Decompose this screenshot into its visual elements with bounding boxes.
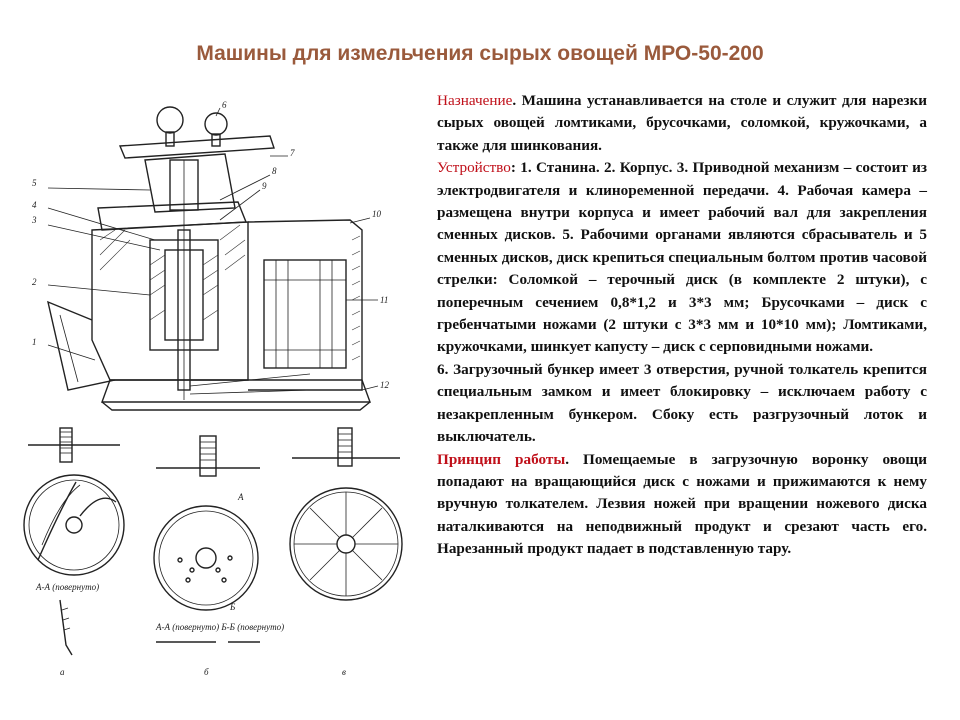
paragraph-purpose: Назначение. Машина устанавливается на столе и служит для нарезки сырых овощей ломтиками, брусочками, соломкой, кружочками, а также для шинкования. (437, 92, 927, 154)
body-hopper: 6. Загрузочный бункер имеет 3 отверстия, ручной толкатель крепится специальным замком и имеет блокировку – исключаем работу с незакрепленным бункером. Сбоку есть разгрузочный лоток и выключатель. (437, 360, 927, 446)
fig-b: б (204, 667, 209, 677)
callout-8: 8 (272, 166, 277, 176)
callout-4: 4 (32, 200, 37, 210)
section-aa-bb: А-А (повернуто) Б-Б (повернуто) (156, 622, 285, 632)
disk-v-drawing (290, 428, 402, 677)
callout-12: 12 (380, 380, 389, 390)
callout-1: 1 (32, 337, 37, 347)
slide-title: Машины для измельчения сырых овощей МРО-50-200 (196, 42, 764, 65)
callout-11: 11 (380, 295, 389, 305)
machine-section-view (31, 100, 390, 410)
body-principle: Помещаемые в загрузочную воронку овощи попадают на вращающийся диск с ножами и прижимаются к нему вручную толкателем. Лезвия ножей при вращении ножевого диска наталкиваются на неподвижный продукт и срезают часть его. Нарезанный продукт падает в подставленную тару. (437, 450, 927, 558)
section-aa-left: А-А (повернуто) (36, 582, 100, 592)
callout-6: 6 (222, 100, 227, 110)
callout-10: 10 (372, 209, 381, 219)
callout-3: 3 (32, 215, 37, 225)
callout-5: 5 (32, 178, 37, 188)
disk-a-drawing (24, 428, 124, 677)
body-device: 1. Станина. 2. Корпус. 3. Приводной механизм – состоит из электродвигателя и клиноременной передачи. 4. Рабочая камера – размещена внутри корпуса и имеет рабочий вал для закрепления сменных дисков. 5. Рабочими органами являются сбрасыватель и 5 сменных дисков, диск крепиться специальным болтом против часовой стрелки: Соломкой – терочный диск (в комплекте 2 штуки), с поперечным сечением 0,8*1,2 и 3*3 мм; Брусочками – диск с гребенчатыми ножами (2 штуки с 3*3 мм и 10*10 мм); Ломтиками, кружочками, шинкует капусту – диск с серповидными ножами. (437, 159, 927, 356)
lead-principle: Принцип работы (437, 450, 566, 468)
callout-9: 9 (262, 181, 267, 191)
fig-a: а (60, 667, 65, 677)
paragraph-principle: Принцип работы. Помещаемые в загрузочную воронку овощи попадают на вращающийся диск с ножами и прижимаются к нему вручную толкателем. Лезвия ножей при вращении ножевого диска наталкиваются на неподвижный продукт и срезают часть его. Нарезанный продукт падает в подставленную тару. (437, 450, 927, 558)
description-text (437, 90, 927, 561)
lead-device: Устройство (437, 159, 511, 177)
mark-a: А (238, 492, 244, 502)
body-purpose: Машина устанавливается на столе и служит для нарезки сырых овощей ломтиками, брусочками, соломкой, кружочками, а также для шинкования. (437, 92, 927, 154)
paragraph-device: Устройство: 1. Станина. 2. Корпус. 3. Приводной механизм – состоит из электродвигателя и клиноременной передачи. 4. Рабочая камера – размещена внутри корпуса и имеет рабочий вал для закрепления сменных дисков. 5. Рабочими органами являются сбрасыватель и 5 сменных дисков, диск крепиться специальным болтом против часовой стрелки: Соломкой – терочный диск (в комплекте 2 штуки), с поперечным сечением 0,8*1,2 и 3*3 мм; Брусочками – диск с гребенчатыми ножами (2 штуки с 3*3 мм и 10*10 мм); Ломтиками, кружочками, шинкует капусту – диск с серповидными ножами. (437, 159, 927, 356)
lead-purpose: Назначение (437, 92, 513, 109)
callout-7: 7 (290, 148, 295, 158)
mark-b: Б (230, 602, 236, 612)
paragraph-hopper (437, 359, 927, 449)
callout-2: 2 (32, 277, 37, 287)
disk-b-drawing (154, 436, 284, 677)
machine-technical-drawing (20, 90, 420, 690)
fig-v: в (342, 667, 346, 677)
